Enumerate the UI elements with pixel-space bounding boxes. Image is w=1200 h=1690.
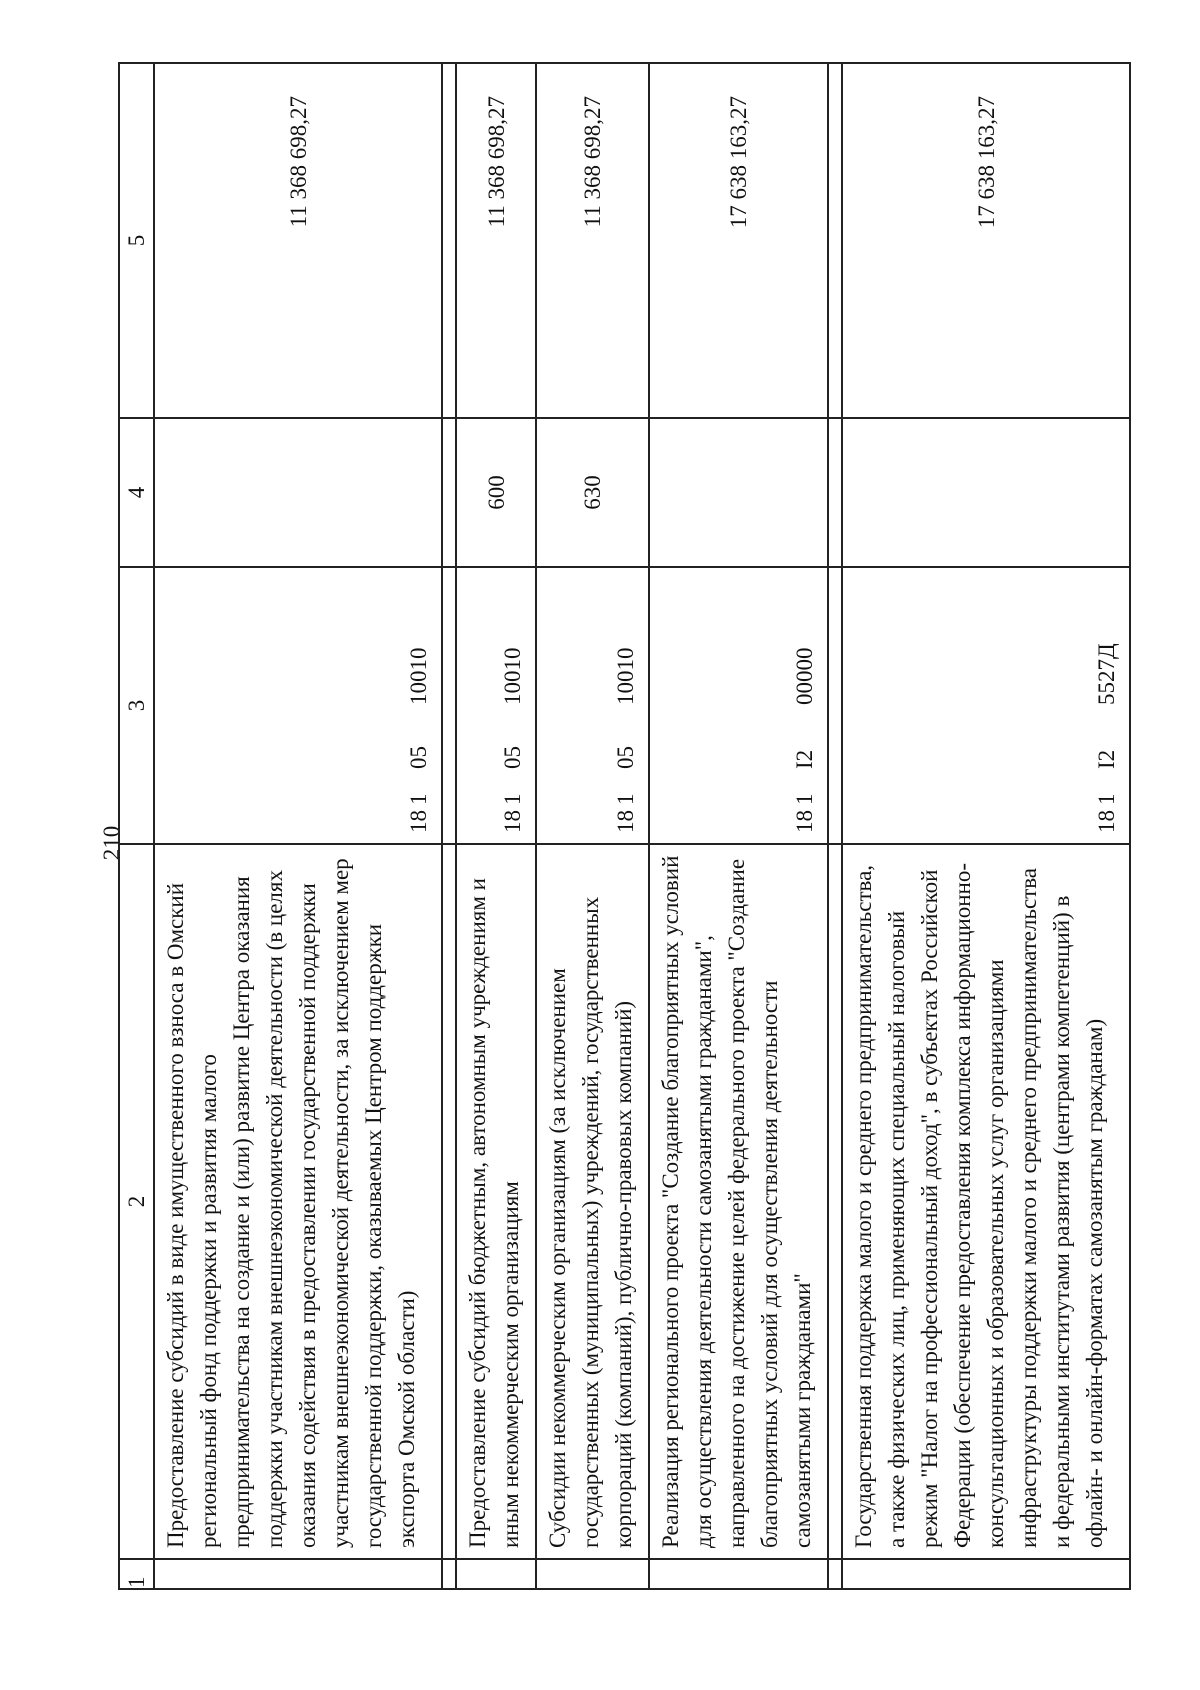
column-header-3: 3 — [119, 567, 154, 844]
table-row — [536, 63, 649, 1589]
code-part: 10010 — [500, 647, 525, 705]
budget-table — [118, 62, 1131, 1590]
code-part: 18 — [500, 810, 525, 833]
row-classification-code — [842, 567, 1130, 844]
row-description: Субсидии некоммерческим организациям (за исключением государственных (муниципальных) учреждений, государственных корпораций (компаний), публично-правовых компаний) — [536, 844, 649, 1559]
row-number-cell — [154, 1559, 442, 1589]
row-expense-type — [154, 418, 442, 567]
row-spacer — [442, 63, 456, 1589]
code-part: 10010 — [613, 647, 638, 705]
table-row — [649, 63, 828, 1589]
row-expense-type — [649, 418, 828, 567]
code-part: 18 — [1094, 810, 1119, 833]
code-part: 1 — [792, 793, 817, 805]
row-classification-code — [154, 567, 442, 844]
row-amount: 11 368 698,27 — [536, 63, 649, 418]
table-row — [154, 63, 442, 1589]
row-number-cell — [649, 1559, 828, 1589]
row-classification-code — [456, 567, 536, 844]
rotated-page-content — [118, 64, 1119, 1590]
row-amount: 17 638 163,27 — [649, 63, 828, 418]
table-row — [842, 63, 1130, 1589]
code-part: I2 — [792, 749, 817, 769]
row-classification-code — [536, 567, 649, 844]
column-header-2: 2 — [119, 844, 154, 1559]
code-part: 1 — [613, 793, 638, 805]
row-amount: 11 368 698,27 — [154, 63, 442, 418]
code-part: 1 — [1094, 793, 1119, 805]
row-classification-code — [649, 567, 828, 844]
code-part: 05 — [406, 746, 431, 769]
row-number-cell — [456, 1559, 536, 1589]
code-part: 05 — [613, 746, 638, 769]
column-header-4: 4 — [119, 418, 154, 567]
code-part: 1 — [406, 793, 431, 805]
column-header-1: 1 — [119, 1559, 154, 1589]
code-part: 10010 — [406, 647, 431, 705]
column-header-5: 5 — [119, 63, 154, 418]
row-description: Реализация регионального проекта "Создание благоприятных условий для осуществления деятельности самозанятыми гражданами", направленного на достижение целей федерального проекта "Создание благоприятных условий для осуществления деятельности самозанятыми гражданами" — [649, 844, 828, 1559]
row-number-cell — [842, 1559, 1130, 1589]
row-expense-type: 630 — [536, 418, 649, 567]
code-part: 18 — [613, 810, 638, 833]
code-part: 5527Д — [1094, 643, 1119, 705]
row-spacer — [828, 63, 842, 1589]
code-part: 1 — [500, 793, 525, 805]
code-part: 05 — [500, 746, 525, 769]
row-number-cell — [536, 1559, 649, 1589]
code-part: 18 — [792, 810, 817, 833]
page-number: 210 — [99, 825, 124, 861]
code-part: 18 — [406, 810, 431, 833]
code-part: 00000 — [792, 647, 817, 705]
code-part: I2 — [1094, 749, 1119, 769]
column-header-row — [119, 63, 154, 1589]
row-expense-type: 600 — [456, 418, 536, 567]
row-amount: 11 368 698,27 — [456, 63, 536, 418]
row-description: Предоставление субсидий в виде имущественного взноса в Омский региональный фонд поддержки и развития малого предпринимательства на создание и (или) развитие Центра оказания поддержки участникам внешнеэкономической деятельности (в целях оказания содействия в предоставлении государственной поддержки участникам внешнеэкономической деятельности, за исключением мер государственной поддержки, оказываемых Центром поддержки экспорта Омской области) — [154, 844, 442, 1559]
row-amount: 17 638 163,27 — [842, 63, 1130, 418]
row-description: Предоставление субсидий бюджетным, автономным учреждениям и иным некоммерческим организациям — [456, 844, 536, 1559]
row-description: Государственная поддержка малого и среднего предпринимательства, а также физических лиц, применяющих специальный налоговый режим "Налог на профессиональный доход", в субъектах Российской Федерации (обеспечение предоставления комплекса информационно-консультационных и образовательных услуг организациями инфраструктуры поддержки малого и среднего предпринимательства и федеральными институтами развития (центрами компетенций) в офлайн- и онлайн-форматах самозанятым гражданам) — [842, 844, 1130, 1559]
row-expense-type — [842, 418, 1130, 567]
table-row — [456, 63, 536, 1589]
